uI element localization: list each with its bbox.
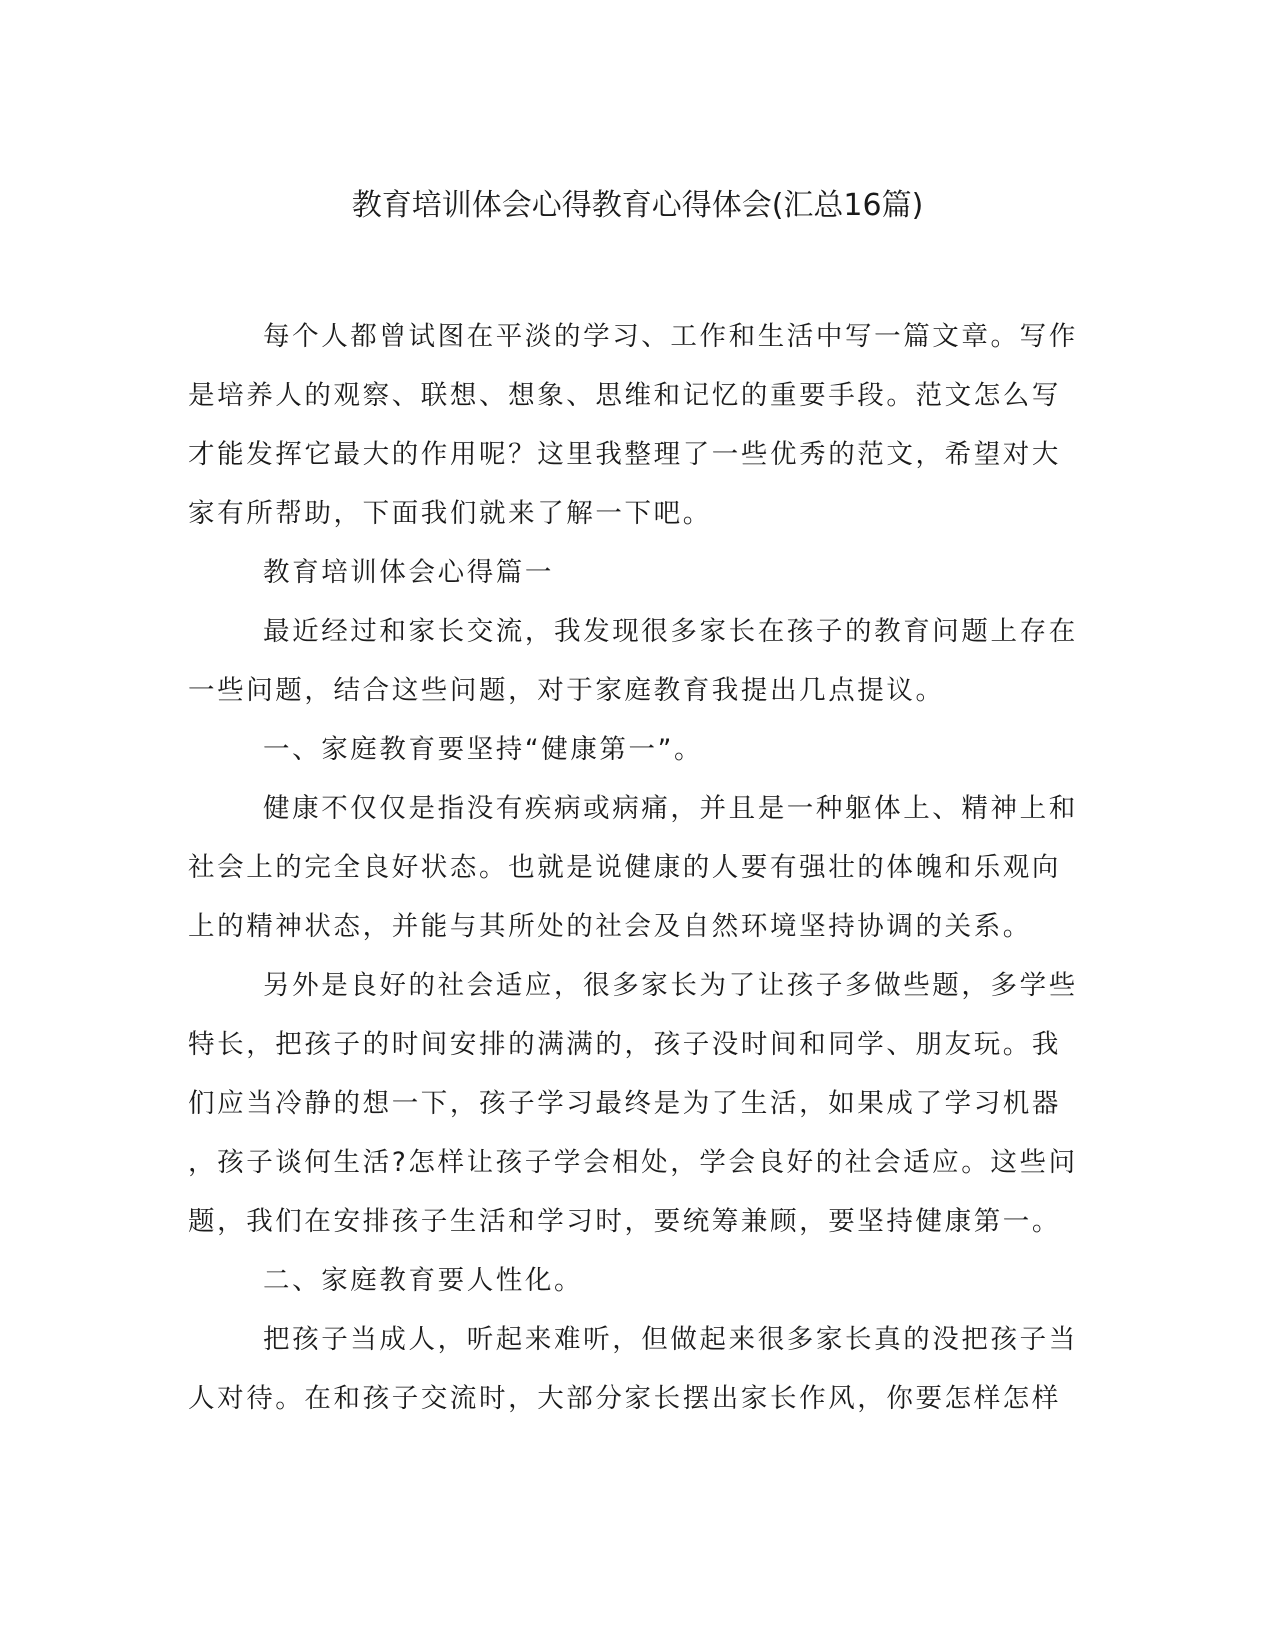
paragraph-line: ，孩子谈何生活?怎样让孩子学会相处，学会良好的社会适应。这些问 [188,1147,1078,1178]
paragraph-line: 人对待。在和孩子交流时，大部分家长摆出家长作风，你要怎样怎样 [188,1383,1061,1414]
paragraph-line: 家有所帮助，下面我们就来了解一下吧。 [188,498,712,529]
paragraph-line: 一些问题，结合这些问题，对于家庭教育我提出几点提议。 [188,675,945,706]
paragraph-line: 把孩子当成人，听起来难听，但做起来很多家长真的没把孩子当 [263,1324,1078,1355]
section-heading: 二、家庭教育要人性化。 [263,1265,584,1296]
paragraph-line: 们应当冷静的想一下，孩子学习最终是为了生活，如果成了学习机器 [188,1088,1061,1119]
section-heading: 一、家庭教育要坚持“健康第一”。 [263,734,704,765]
paragraph-line: 才能发挥它最大的作用呢？这里我整理了一些优秀的范文，希望对大 [188,439,1061,470]
paragraph-line: 最近经过和家长交流，我发现很多家长在孩子的教育问题上存在 [263,616,1078,647]
paragraph-line: 每个人都曾试图在平淡的学习、工作和生活中写一篇文章。写作 [263,321,1078,352]
paragraph-line: 另外是良好的社会适应，很多家长为了让孩子多做些题，多学些 [263,970,1078,1001]
paragraph-line: 题，我们在安排孩子生活和学习时，要统筹兼顾，要坚持健康第一。 [188,1206,1061,1237]
document-title: 教育培训体会心得教育心得体会(汇总16篇) [351,188,924,223]
paragraph-line: 社会上的完全良好状态。也就是说健康的人要有强壮的体魄和乐观向 [188,852,1061,883]
paragraph-line: 上的精神状态，并能与其所处的社会及自然环境坚持协调的关系。 [188,911,1032,942]
paragraph-line: 健康不仅仅是指没有疾病或病痛，并且是一种躯体上、精神上和 [263,793,1078,824]
paragraph-line: 特长，把孩子的时间安排的满满的，孩子没时间和同学、朋友玩。我 [188,1029,1061,1060]
section-heading: 教育培训体会心得篇一 [263,557,554,588]
paragraph-line: 是培养人的观察、联想、想象、思维和记忆的重要手段。范文怎么写 [188,380,1061,411]
